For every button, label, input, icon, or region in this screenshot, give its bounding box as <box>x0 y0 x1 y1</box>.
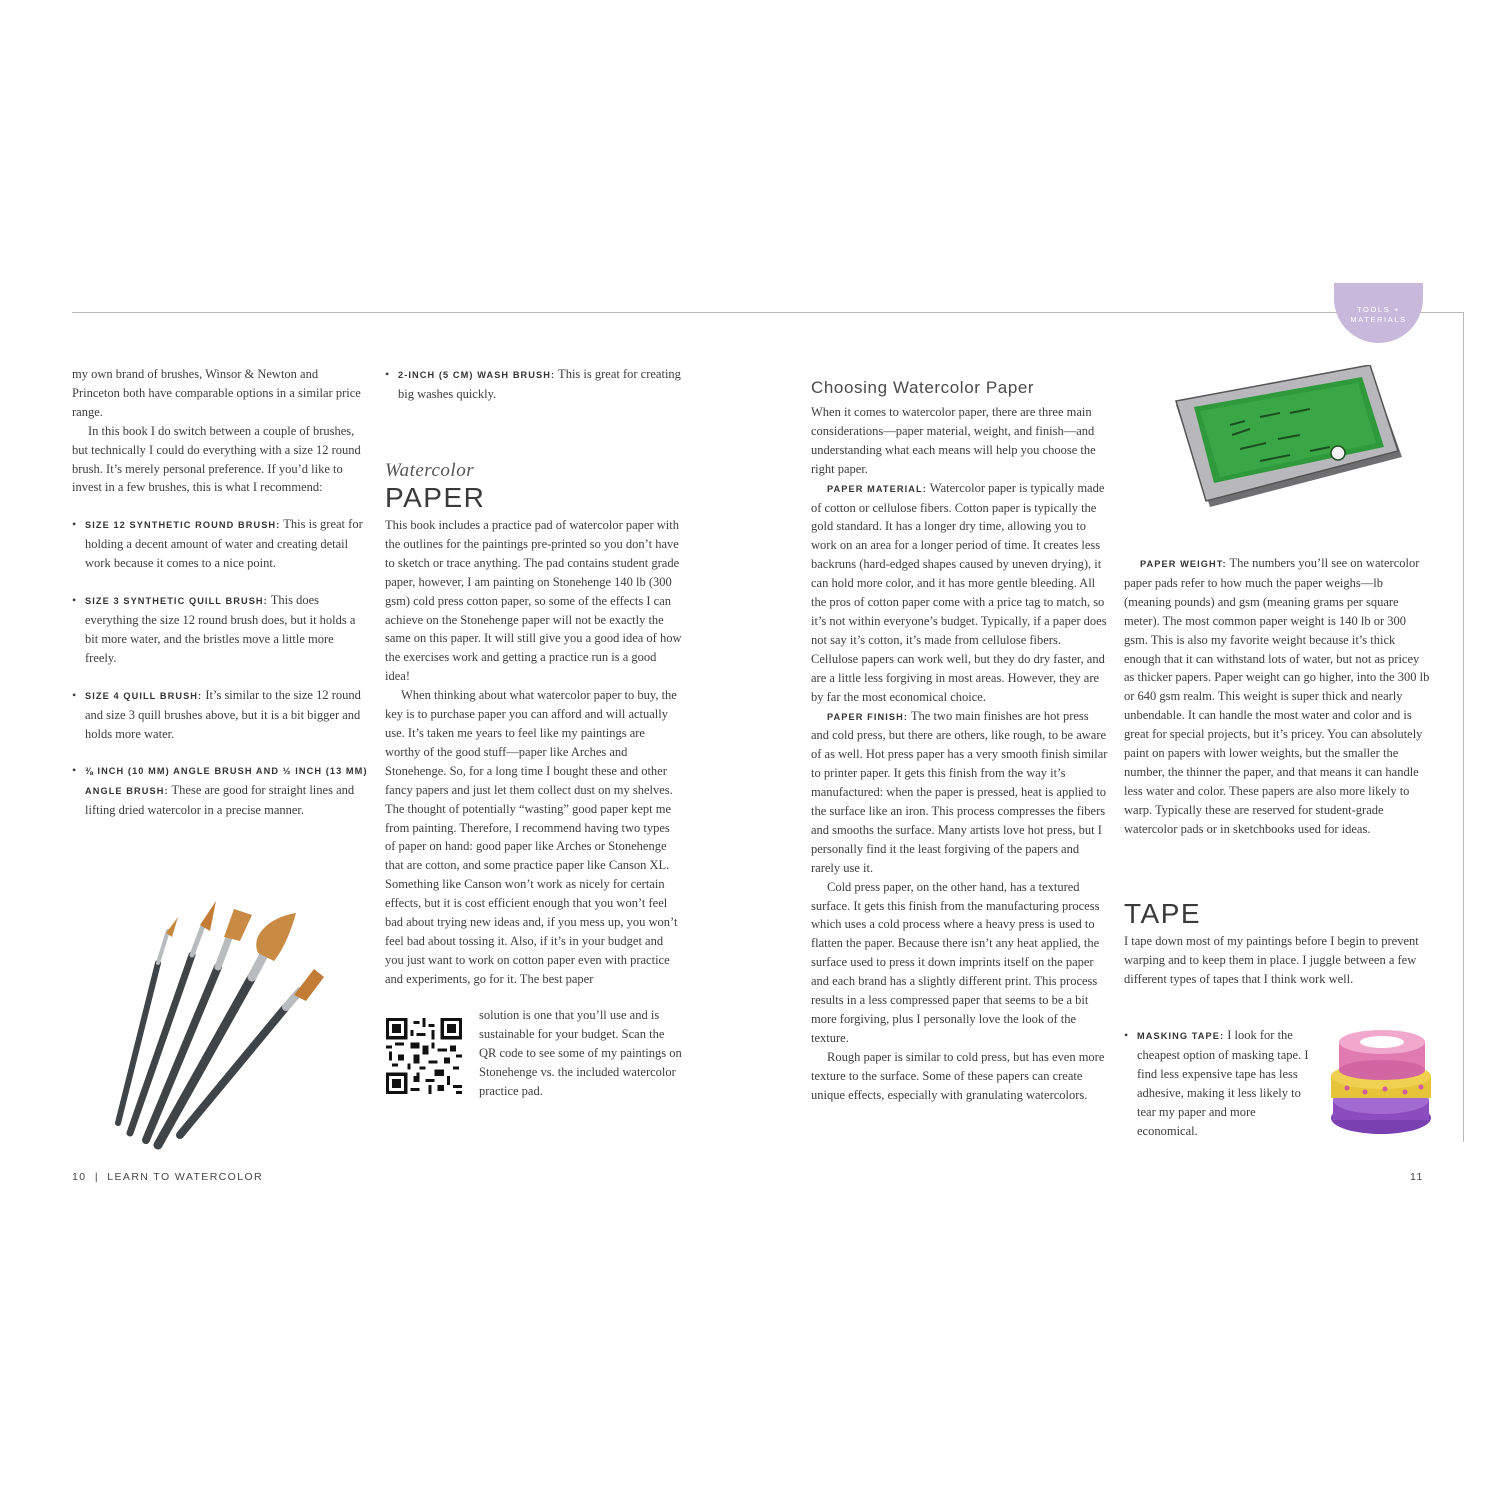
section-title-paper: PAPER <box>385 482 486 513</box>
page-number-right: 11 <box>1410 1171 1424 1183</box>
paper-section-text <box>385 516 683 989</box>
footer-left <box>72 1171 263 1183</box>
choosing-intro: When it comes to watercolor paper, there are three main considerations—paper material, weight, and finish—and understanding what each means will help you choose the right paper. <box>811 405 1096 476</box>
bullet-size4: • SIZE 4 QUILL BRUSH: It’s similar to the size 12 round and size 3 quill brushes above, but it is a bit bigger and holds more water. <box>72 687 361 741</box>
right-column-2 <box>1124 554 1430 839</box>
section-tab-line2: MATERIALS <box>1350 315 1407 324</box>
bullet-size3: • SIZE 3 SYNTHETIC QUILL BRUSH: This does everything the size 12 round brush does, but it holds a bit more water, and the bristles move a little more freely. <box>72 593 356 665</box>
masking-tape-bullet-wrap <box>1124 1026 1319 1140</box>
intro-paragraph: my own brand of brushes, Winsor & Newton and Princeton both have comparable options in a similar price range. <box>72 367 361 419</box>
choosing-paper-heading: Choosing Watercolor Paper <box>811 378 1035 397</box>
right-rule <box>1463 312 1464 1142</box>
tape-text <box>1124 932 1430 989</box>
tape-rolls-illustration <box>1325 1022 1443 1144</box>
brushes-illustration <box>100 895 340 1150</box>
cold-press-paragraph: Cold press paper, on the other hand, has a textured surface. It gets this finish from the manufacturing process which uses a cold process where a heavy press is used to flatten the paper. Because there isn’t any heat applied, the surface used to press it down imprints itself on the paper and each brand has a slightly different print. This process results in a less compressed paper that seems to be a bit more forgiving, plus I personally love the look of the texture. <box>811 879 1100 1045</box>
paper-paragraph-1: This book includes a practice pad of watercolor paper with the outlines for the paintings pre-printed so you don’t have to sketch or trace anything. The pad contains student grade paper, however, I am painting on Stonehenge 140 lb (300 gsm) cold press cotton paper, so some of the effects I can achieve on the Stonehenge paper will not be exactly the same on this paper. It will still give you a good idea of how the exercises work and getting a practice run is a good idea! <box>385 518 682 684</box>
section-script-title: Watercolor <box>385 460 475 481</box>
paper-finish-paragraph: PAPER FINISH: The two main finishes are hot press and cold press, but there are others, like rough, to be aware of as well. Hot press paper has a very smooth finish similar to printer paper. It gets this finish from the way it’s manufactured: when the paper is pressed, heat is applied to the surface like an iron. This process compresses the fibers and smooths the surface. Many artists love hot press, but I personally find it the least forgiving of the papers and rarely use it. <box>811 708 1108 875</box>
bullet-masking-tape: • MASKING TAPE: I look for the cheapest option of masking tape. I find less expensive tape has less adhesive, making it less likely to tear my paper and more economical. <box>1124 1028 1309 1138</box>
tape-paragraph: I tape down most of my paintings before I begin to prevent warping and to keep them in place. I juggle between a few different types of tapes that I think work well. <box>1124 934 1419 986</box>
paper-paragraph-2-wrap: solution is one that you’ll use and is sustainable for your budget. Scan the QR code to see some of my paintings on Stonehenge vs. the included watercolor practice pad. <box>479 1008 682 1098</box>
right-column-1 <box>811 403 1109 1105</box>
rough-paper-paragraph: Rough paper is similar to cold press, but has even more texture to the surface. Some of these papers can create unique effects, especially with granulating watercolors. <box>811 1049 1105 1102</box>
book-title: LEARN TO WATERCOLOR <box>107 1171 264 1183</box>
paper-weight-paragraph: PAPER WEIGHT: The numbers you’ll see on watercolor paper pads refer to how much the paper weighs—lb (meaning pounds) and gsm (meaning grams per square meter). The most common paper weight is 140 lb or 300 gsm. This is also my favorite weight because it’s thick enough that it can withstand lots of water, but not as pricey as thicker papers. Paper weight can go higher, into the 300 lb or 640 gsm realm. This weight is super thick and nearly unbendable. It can handle the most water and color and is great for special projects, but it’s pricey. You can absolutely paint on papers with lower weights, but the smaller the number, the thinner the paper, and that means it can handle less water and color. These papers are also more likely to warp. Typically these are reserved for student-grade watercolor pads or in sketchbooks used for ideas. <box>1124 556 1430 836</box>
left-column-2 <box>385 365 683 404</box>
qr-code[interactable] <box>386 1018 462 1094</box>
page-number-left: 10 <box>72 1171 87 1183</box>
left-column-1 <box>72 365 368 820</box>
qr-caption <box>479 1006 684 1101</box>
section-tab-line1: TOOLS + <box>1357 305 1400 314</box>
tape-heading: TAPE <box>1124 898 1202 929</box>
top-rule <box>72 312 1464 313</box>
paper-pad-illustration <box>1170 365 1405 515</box>
brush-paragraph: In this book I do switch between a couple of brushes, but technically I could do everything with a size 12 round brush. It’s merely personal preference. If you’d like to invest in a few brushes, this is what I recommend: <box>72 423 361 495</box>
footer-separator: | <box>94 1171 99 1183</box>
bullet-angle-brush: • ⅜ INCH (10 MM) ANGLE BRUSH AND ½ INCH (13 MM) ANGLE BRUSH: These are good for straight lines and lifting dried watercolor in a precise manner. <box>72 763 368 818</box>
bullet-size12: • SIZE 12 SYNTHETIC ROUND BRUSH: This is great for holding a decent amount of water and creating detail work because it comes to a nice point. <box>72 517 363 571</box>
section-tab <box>1334 283 1423 343</box>
bullet-wash-brush: • 2-INCH (5 CM) WASH BRUSH: This is great for creating big washes quickly. <box>385 367 681 401</box>
paper-paragraph-2: When thinking about what watercolor paper to buy, the key is to purchase paper you can afford and will actually use. It’s taken me years to feel like my paintings are worthy of the good stuff—paper like Arches and Stonehenge. So, for a long time I bought these and other fancy papers and just let them collect dust on my shelves. The thought of potentially “wasting” good paper kept me from painting. Therefore, I recommend having two types of paper on hand: good paper like Arches or Stonehenge that are cotton, and some practice paper like Canson XL. Something like Canson won’t work as nicely for certain effects, but it is cost efficient enough that you won’t feel bad about trying new ideas and, if you mess up, you won’t feel bad about tossing it. Also, if it’s in your budget and you just want to work on cotton paper even with practice and experiments, go for it. The best paper <box>385 688 678 986</box>
paper-material-paragraph: PAPER MATERIAL: Watercolor paper is typically made of cotton or cellulose fibers. Cotton paper is typically the gold standard. It has a longer dry time, allowing you to work on an area for a longer period of time. It creates less backruns (hard-edged shapes caused by uneven drying), it can hold more color, and it has more gentle bleeding. All the pros of cotton paper come with a price tag to match, so it’s not within everyone’s budget. Typically, if a paper does not say it’s cotton, it’s made from cellulose fibers. Cellulose papers can work well, but they do dry faster, and are a little less forgiving in most areas. However, they are by far the most economical choice. <box>811 480 1107 704</box>
